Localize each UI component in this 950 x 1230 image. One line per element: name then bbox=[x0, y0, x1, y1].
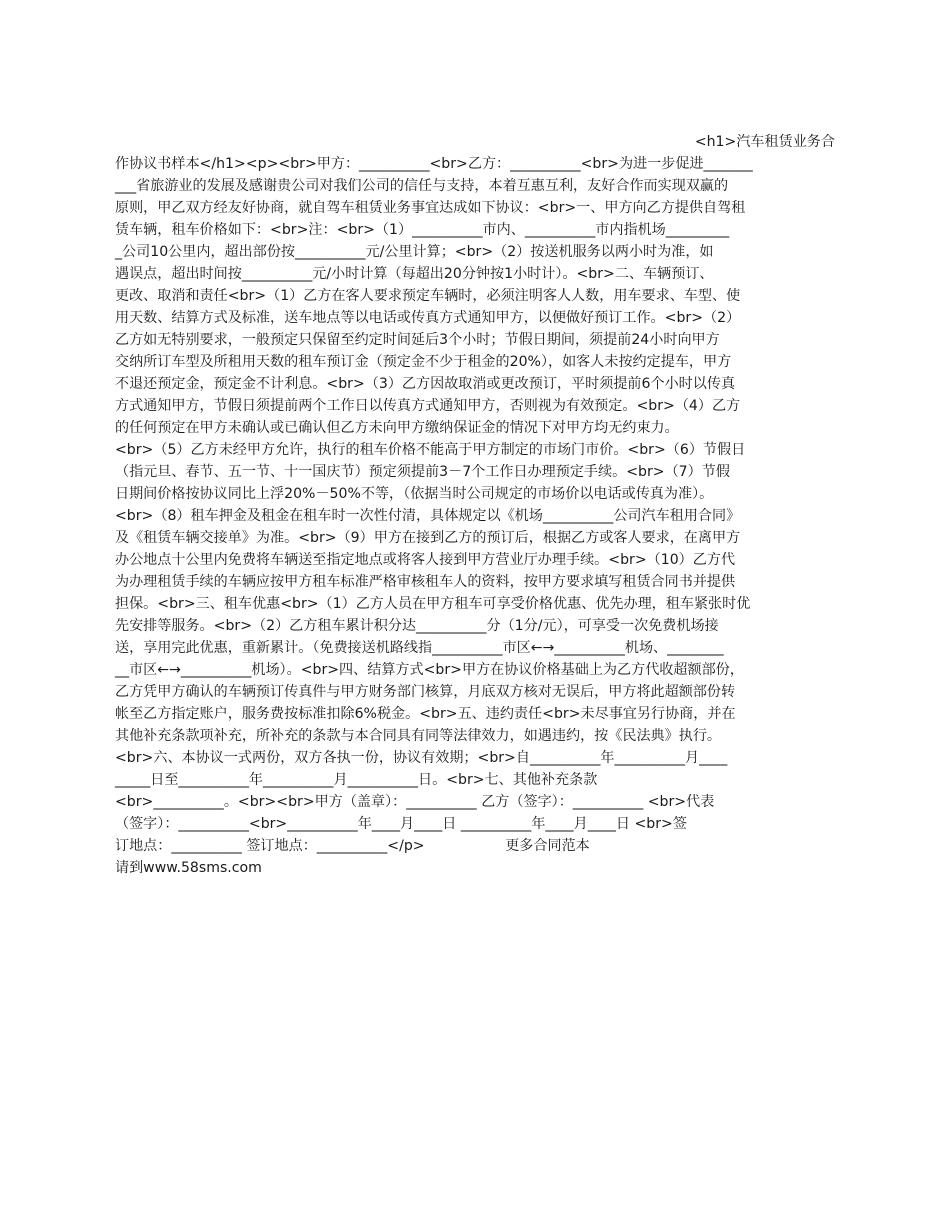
text-line: 原则，甲乙双方经友好协商，就自驾车租赁业务事宜达成如下协议：<br>一、甲方向乙方提供自驾租 bbox=[115, 200, 746, 216]
text-line: 办公地点十公里内免费将车辆送至指定地点或将客人接到甲方营业厅办理手续。<br>（10）乙方代 bbox=[115, 552, 736, 568]
text-line: <h1>汽车租赁业务合 bbox=[694, 134, 835, 150]
text-line: 先安排等服务。<br>（2）乙方租车累计积分达__________分（1分/元），可享受一次免费机场接 bbox=[115, 618, 719, 634]
text-line: _公司10公里内，超出部份按__________元/公里计算；<br>（2）按送机服务以两小时为准，如 bbox=[115, 244, 714, 260]
text-line: <br>（5）乙方未经甲方允许，执行的租车价格不能高于甲方制定的市场门市价。<br>（6）节假日 bbox=[115, 442, 746, 458]
text-line: 帐至乙方指定账户，服务费按标准扣除6%税金。<br>五、违约责任<br>未尽事宜另行协商，并在 bbox=[115, 706, 736, 722]
text-line: 的任何预定在甲方未确认或已确认但乙方未向甲方缴纳保证金的情况下对甲方均无约束力。 bbox=[115, 420, 679, 436]
text-line: 为办理租赁手续的车辆应按甲方租车标准严格审核租车人的资料，按甲方要求填写租赁合同书并提供 bbox=[115, 574, 736, 590]
text-line: 其他补充条款项补充，所补充的条款与本合同具有同等法律效力，如遇违约，按《民法典》执行。 bbox=[115, 728, 722, 744]
text-line: （签字）：__________<br>__________年____月____日 __________年____月____日 <br>签 bbox=[115, 816, 687, 832]
text-line: 用天数、结算方式及标准，送车地点等以电话或传真方式通知甲方，以便做好预订工作。<br>（2） bbox=[115, 310, 741, 326]
text-line: <br>（8）租车押金及租金在租车时一次性付清，具体规定以《机场__________公司汽车租用合同》 bbox=[115, 508, 741, 524]
text-line: （指元旦、春节、五一节、十一国庆节）预定须提前3－7个工作日办理预定手续。<br>（7）节假 bbox=[115, 464, 730, 480]
text-line: 交纳所订车型及所租用天数的租车预订金（预定金不少于租金的20%），如客人未按约定提车，甲方 bbox=[115, 354, 732, 370]
text-line: 遇误点，超出时间按__________元/小时计算（每超出20分钟按1小时计）。<br>二、车辆预订、 bbox=[115, 266, 714, 282]
text-line: 更改、取消和责任<br>（1）乙方在客人要求预定车辆时，必须注明客人人数，用车要求、车型、使 bbox=[115, 288, 741, 304]
text-line: <br>__________。<br><br>甲方（盖章）：__________ 乙方（签字）：__________ <br>代表 bbox=[115, 794, 715, 810]
text-line: 作协议书样本</h1><p><br>甲方：__________<br>乙方：__________<br>为进一步促进_______ bbox=[115, 156, 753, 172]
text-line: 方式通知甲方，节假日须提前两个工作日以传真方式通知甲方，否则视为有效预定。<br>（4）乙方 bbox=[115, 398, 741, 414]
text-line: ___省旅游业的发展及感谢贵公司对我们公司的信任与支持，本着互惠互利，友好合作而实现双赢的 bbox=[115, 178, 729, 194]
text-line: 担保。<br>三、租车优惠<br>（1）乙方人员在甲方租车可享受价格优惠、优先办理，租车紧张时优 bbox=[115, 596, 751, 612]
text-line: 不退还预定金，预定金不计利息。<br>（3）乙方因故取消或更改预订，平时须提前6个小时以传真 bbox=[115, 376, 736, 392]
contract-text-body bbox=[115, 131, 835, 879]
text-line: 乙方凭甲方确认的车辆预订传真件与甲方财务部门核算，月底双方核对无误后，甲方将此超额部份转 bbox=[115, 684, 736, 700]
text-line: 及《租赁车辆交接单》为准。<br>（9）甲方在接到乙方的预订后，根据乙方或客人要求，在离甲方 bbox=[115, 530, 741, 546]
text-line: <br>六、本协议一式两份，双方各执一份，协议有效期；<br>自__________年__________月____ bbox=[115, 750, 728, 766]
text-line: 订地点：__________ 签订地点：__________</p> 更多合同范本 bbox=[115, 838, 590, 854]
text-line: 赁车辆，租车价格如下：<br>注：<br>（1）__________市内、__________市内指机场_________ bbox=[115, 222, 730, 238]
text-line: _____日至__________年__________月__________日。<br>七、其他补充条款 bbox=[115, 772, 598, 788]
text-line: 送，享用完此优惠，重新累计。（免费接送机路线指__________市区←→__________机场、________ bbox=[115, 640, 724, 656]
text-line: 日期间价格按协议同比上浮20%－50%不等，（依据当时公司规定的市场价以电话或传真为准）。 bbox=[115, 486, 714, 502]
text-line: 乙方如无特别要求，一般预定只保留至约定时间延后3个小时；节假日期间，须提前24小时向甲方 bbox=[115, 332, 720, 348]
text-line: __市区←→__________机场）。<br>四、结算方式<br>甲方在协议价格基础上为乙方代收超额部份， bbox=[115, 662, 744, 678]
text-line: 请到www.58sms.com bbox=[115, 860, 262, 876]
